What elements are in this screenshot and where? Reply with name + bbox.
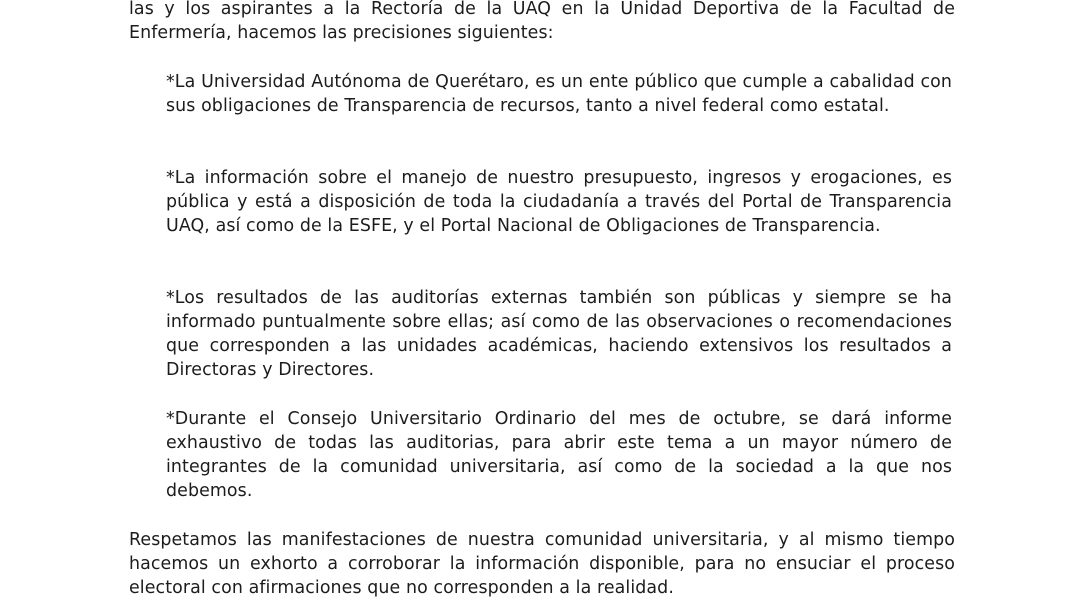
statement-point-1: *La Universidad Autónoma de Querétaro, es un ente público que cumple a cabalidad con sus obligaciones de Transparencia de recursos, tanto a nivel federal como estatal. bbox=[166, 72, 952, 116]
intro-paragraph: las y los aspirantes a la Rectoría de la UAQ en la Unidad Deportiva de la Facultad de Enfermería, hacemos las precisiones siguientes: bbox=[129, 0, 955, 43]
statement-point-4: *Durante el Consejo Universitario Ordinario del mes de octubre, se dará informe exhaustivo de todas las auditorias, para abrir este tema a un mayor número de integrantes de la comunidad universitaria, así como de la sociedad a la que nos debemos. bbox=[166, 409, 952, 501]
statement-point-3: *Los resultados de las auditorías externas también son públicas y siempre se ha informado puntualmente sobre ellas; así como de las observaciones o recomendaciones que corresponden a las unidades académicas, haciendo extensivos los resultados a Directoras y Directores. bbox=[166, 288, 952, 380]
closing-paragraph: Respetamos las manifestaciones de nuestra comunidad universitaria, y al mismo tiempo hacemos un exhorto a corroborar la información disponible, para no ensuciar el proceso electoral con afirmaciones que no corresponden a la realidad. bbox=[129, 530, 955, 598]
statement-point-2: *La información sobre el manejo de nuestro presupuesto, ingresos y erogaciones, es pública y está a disposición de toda la ciudadanía a través del Portal de Transparencia UAQ, así como de la ESFE, y el Portal Nacional de Obligaciones de Transparencia. bbox=[166, 168, 952, 236]
